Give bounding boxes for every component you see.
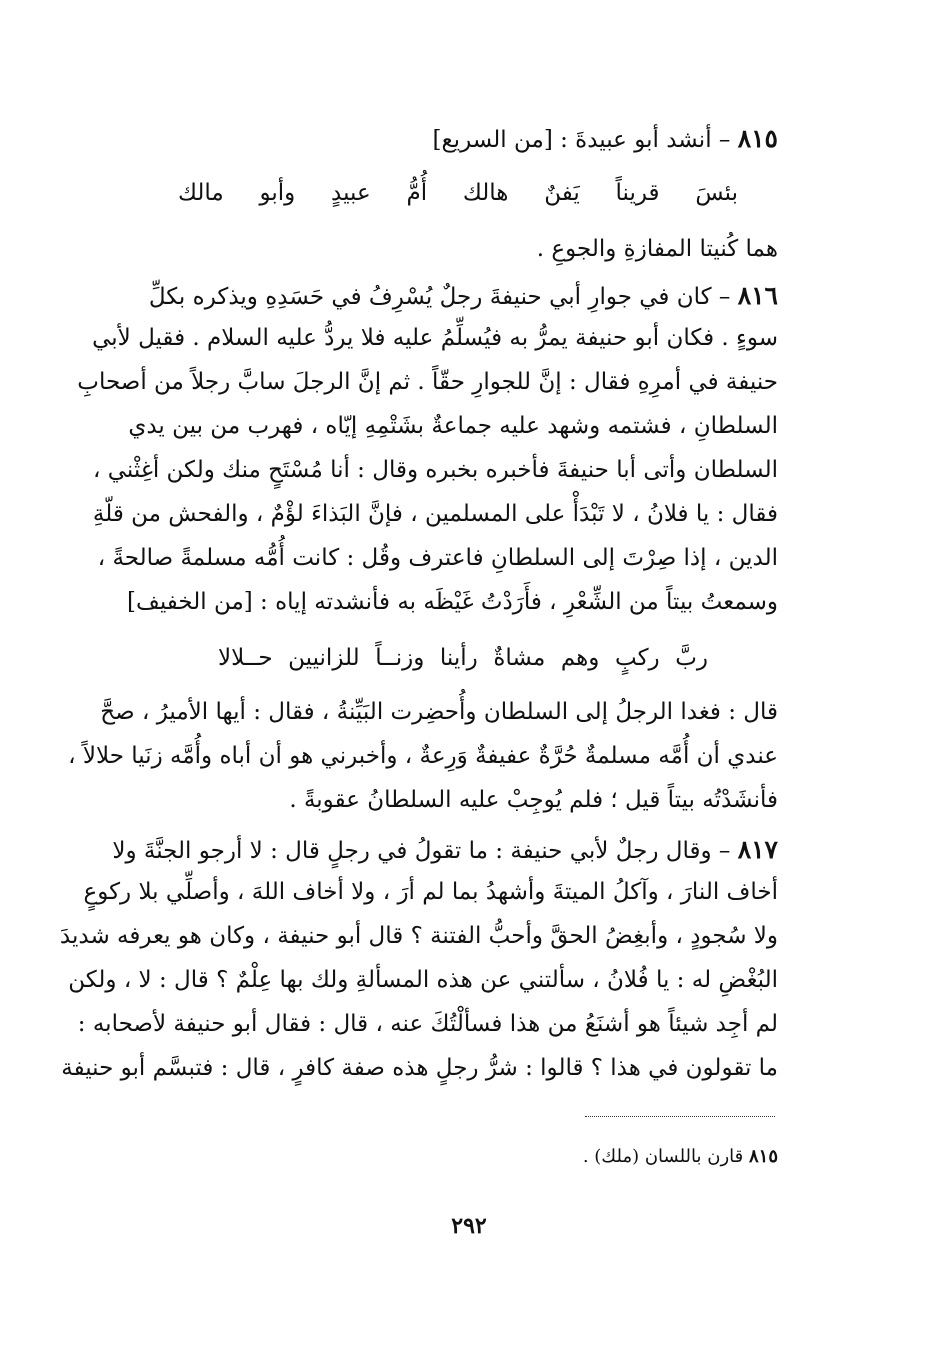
entry-816-line-6: فقال : يا فلانُ ، لا تَبْدَأْ على المسلمين ، فإنَّ البَذاءَ لؤْمٌ ، والفحش من قلّةِ [92,501,778,527]
entry-text: – كان في جوارِ أبي حنيفةَ رجلٌ يُسْرِفُ في حَسَدِهِ ويذكره بكلِّ [148,284,731,310]
entry-number: ٨١٧ [737,835,778,864]
entry-text: – وقال رجلٌ لأبي حنيفة : ما تقولُ في رجلٍ قال : لا أرجو الجنَّةَ ولا [112,838,731,864]
footnote-text: قارن باللسان (ملك) . [582,1146,744,1167]
entry-816-cont-line-3: فأنشَدْتُه بيتاً قيل ؛ فلم يُوجِبْ عليه السلطانُ عقوبةً . [289,787,778,813]
verse-continuation: هما كُنيتا المفازةِ والجوعِ . [536,236,778,262]
entry-816-line-3: حنيفة في أمرِهِ فقال : إنَّ للجوارِ حقّاً . ثم إنَّ الرجلَ سابَّ رجلاً من أصحابِ [77,369,778,395]
entry-816-line-5: السلطان وأتى أبا حنيفةَ فأخبره بخبره وقال : أنا مُسْتَحٍ منك ولكن أغِثْني ، [93,457,778,483]
entry-text: – أنشد أبو عبيدةَ : [من السريع] [432,127,731,153]
entry-817-line-4: البُغْضِ له : يا فُلانُ ، سألتني عن هذه المسألةِ ولك بها عِلْمٌ ؟ قال : لا ، ولكن [68,967,778,993]
page-number: ٢٩٢ [451,1213,487,1239]
entry-815-heading [158,124,778,153]
verse-line: بئسَ قريناً يَفنٌ هالك أُمُّ عبيدٍ وأبو مالك [178,180,738,206]
entry-817-line-1 [112,835,778,864]
entry-816-cont-line-1: قال : فغدا الرجلُ إلى السلطان وأُحضِرت البَيِّنةُ ، فقال : أيها الأميرُ ، صحَّ [100,699,778,725]
footnote-divider [585,1116,775,1117]
entry-816-line-1 [148,281,778,310]
entry-816-line-7: الدين ، إذا صِرْتَ إلى السلطانِ فاعترف وقُل : كانت أُمُّه مسلمةً صالحةً ، [97,545,778,571]
entry-817-line-5: لم أجِد شيئاً هو أشنَعُ من هذا فسألْتُكَ عنه ، قال : فقال أبو حنيفة لأصحابه : [77,1011,778,1037]
entry-number: ٨١٦ [737,281,778,310]
footnote-number: ٨١٥ [748,1146,778,1167]
entry-817-line-3: ولا سُجودٍ ، وأبغِضُ الحقَّ وأحبُّ الفتنة ؟ قال أبو حنيفة ، وكان هو يعرفه شديدَ [59,923,778,949]
entry-817-line-2: أخاف النارَ ، وآكلُ الميتةَ وأشهدُ بما لم أرَ ، ولا أخاف اللهَ ، وأصلِّي بلا ركوعٍ [83,879,778,905]
entry-816-cont-line-2: عندي أن أُمَّه مسلمةٌ حُرَّةٌ عفيفةٌ وَرِعةٌ ، وأخبرني هو أن أباه وأُمَّه زنَيا حلالاً ، [68,743,778,769]
verse-line: ربَّ ركبٍ وهم مشاةٌ رأينا وزنــاً للزانيين حــلالا [218,645,708,671]
entry-816-line-2: سوءٍ . فكان أبو حنيفة يمرُّ به فيُسلِّمُ عليه فلا يردُّ عليه السلام . فقيل لأبي [92,325,778,351]
entry-816-line-8: وسمعتُ بيتاً من الشِّعْرِ ، فأَرَدْتُ غَيْظَه به فأنشدته إياه : [من الخفيف] [127,589,778,615]
footnote [583,1146,778,1167]
entry-816-line-4: السلطانِ ، فشتمه وشهد عليه جماعةٌ بشَتْمِهِ إيّاه ، فهرب من بين يدي [128,413,778,439]
entry-number: ٨١٥ [737,124,778,153]
entry-817-line-6: ما تقولون في هذا ؟ قالوا : شرُّ رجلٍ هذه صفة كافرٍ ، قال : فتبسَّم أبو حنيفة [61,1055,778,1081]
